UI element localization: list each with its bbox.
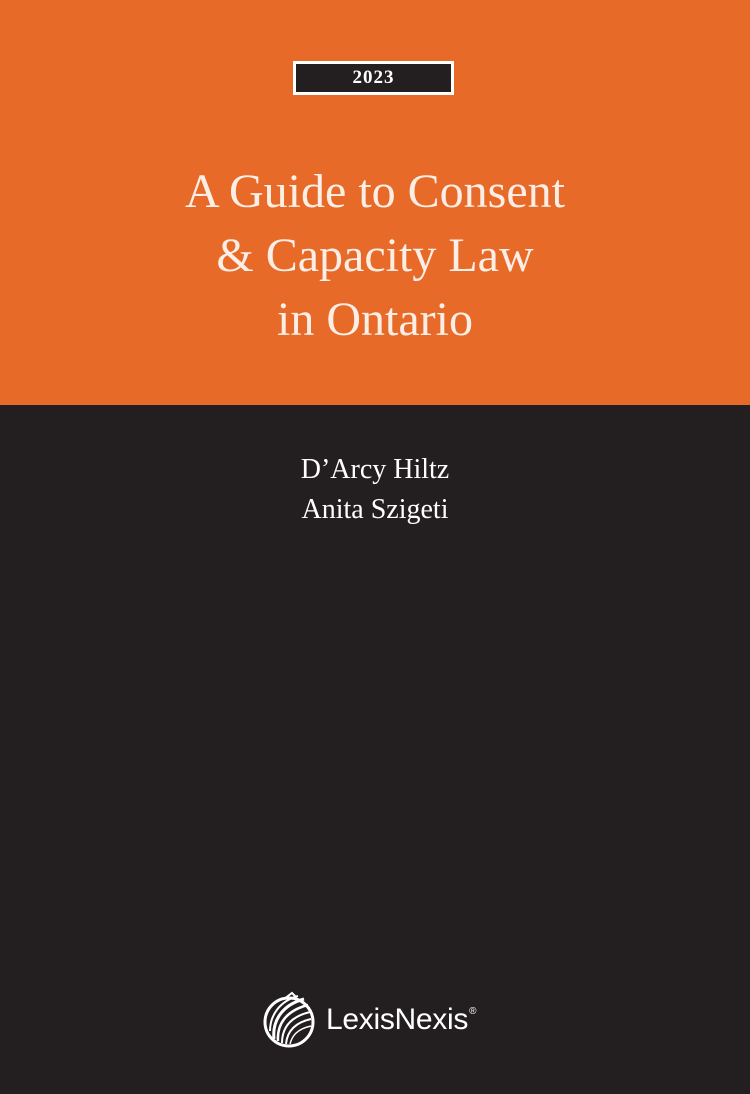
author-1: D’Arcy Hiltz xyxy=(300,454,450,485)
title-line-3: in Ontario xyxy=(277,293,473,346)
title-band xyxy=(0,0,750,405)
publisher-name: LexisNexis xyxy=(326,1003,469,1036)
title-line-1: A Guide to Consent xyxy=(185,165,565,218)
title-line-2: & Capacity Law xyxy=(216,229,534,282)
edition-year-badge: 2023 xyxy=(293,61,454,95)
author-2: Anita Szigeti xyxy=(301,494,449,525)
lexisnexis-knowledge-burst-icon xyxy=(262,991,316,1049)
registered-trademark: ® xyxy=(469,1006,477,1017)
book-title xyxy=(0,160,750,352)
publisher-logo xyxy=(262,990,476,1050)
author-list xyxy=(0,450,750,530)
